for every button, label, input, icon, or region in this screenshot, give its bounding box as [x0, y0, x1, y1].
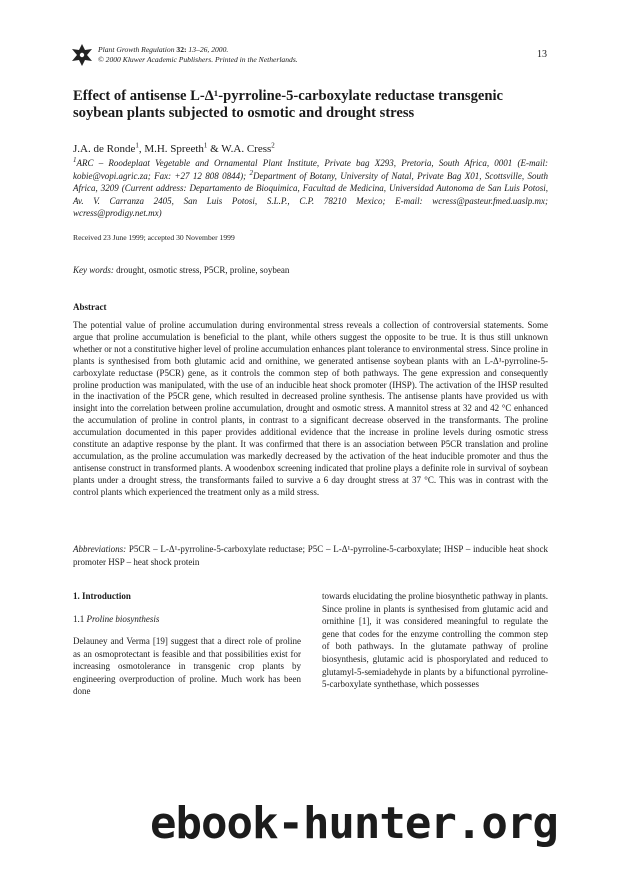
journal-pages: 13–26, 2000. — [186, 45, 229, 54]
author-2-sup: 1 — [203, 141, 208, 150]
article-title: Effect of antisense L-Δ¹-pyrroline-5-carboxylate reductase transgenic soybean plants subjected to osmotic and drought stress — [73, 88, 504, 121]
author-1-sup: 1 — [135, 141, 139, 150]
abbreviations-text: P5CR – L-Δ¹-pyrroline-5-carboxylate reductase; P5C – L-Δ¹-pyrroline-5-carboxylate; IHSP – inducible heat shock promoter HSP – heat shock protein — [73, 544, 548, 567]
copyright-line: © 2000 Kluwer Academic Publishers. Printed in the Netherlands. — [98, 55, 298, 64]
affiliations — [73, 157, 548, 220]
author-list — [73, 143, 275, 155]
affil-2-sup: 2 — [249, 168, 253, 177]
page-number: 13 — [537, 49, 547, 60]
author-1: J.A. de Ronde — [73, 143, 136, 155]
journal-citation — [98, 45, 298, 65]
keywords-label: Key words: — [73, 265, 114, 275]
subsection-title: Proline biosynthesis — [86, 614, 160, 624]
abstract-text: The potential value of proline accumulation during environmental stress reveals a collection of controversial statements. Some argue that proline accumulation is beneficial to the plant, while others suggest the opposite to be true. It is thus still unknown whether or not a constitutive higher level of proline accumulation enhances plant tolerance to environmental stress. Since proline in plants is synthesised from both glutamic acid and ornithine, we generated antisense soybean plants with an L-Δ¹-pyrroline-5-carboxylate reductase (P5CR) gene, as it controls the common step of both pathways. The gene expression and consequently proline production was manipulated, with the use of an inducible heat shock promoter (IHSP). The activation of the IHSP resulted in the inactivation of the P5CR gene, which resulted in decreased proline synthesis. The antisense plants have provided us with insight into the correlation between proline accumulation, drought and osmotic stress. A mannitol stress at 32 and 42 °C enhanced the accumulation of proline in control plants, in contrast to a significant decrease observed in the transformants. The proline accumulation documented in this paper provides additional evidence that the increase in proline levels during osmotic stress constitute an adaptive response by the plant. It was confirmed that there is an association between P5CR translation and proline accumulation, as the proline accumulation was markedly decreased by the activation of the heat inducible promoter and thus the antisense construct in transformed plants. A woodenbox screening indicated that proline plays a definite role in survival of soybean plants under a drought stress, the transformants failed to survive a 6 day drought stress at 37 °C. This was in contrast with the control plants which experienced the treatment only as a mild stress. — [73, 320, 548, 497]
affil-1-sup: 1 — [73, 156, 77, 164]
affil-1-text: ARC – Roodeplaat Vegetable and Ornamental Plant Institute, Private bag X293, Pretoria, South Africa, 0001 (E-mail: kobie@vopi.agric.za; Fax: +27 12 808 0844); — [73, 158, 548, 181]
abbreviations-label: Abbreviations: — [73, 544, 127, 554]
publisher-logo — [72, 44, 92, 66]
body-column-left: Delauney and Verma [19] suggest that a direct role of proline as an osmoprotectant is feasible and that possibilities exist for increasing osmotolerance in transgenic crop plants by engineering overproduction of proline. Much work has been done — [73, 636, 301, 697]
received-dates: Received 23 June 1999; accepted 30 November 1999 — [73, 233, 235, 242]
author-2: , M.H. Spreeth — [138, 143, 204, 155]
author-3-sup: 2 — [271, 141, 275, 150]
body-column-right: towards elucidating the proline biosynthetic pathway in plants. Since proline in plants is synthesised from glutamic acid and ornithine [1], it was considered meaningful to regulate the gene that codes for the enzyme controlling the common step of both pathways. In the glutamate pathway of proline biosynthesis, glutamic acid is phosporylated and reduced to glutamyl-5-semiadehyde in plants by a bifunctional pyrroline-5-carboxylate synthethase, which possesses — [322, 591, 548, 690]
author-3: & W.A. Cress — [207, 143, 272, 155]
keywords — [73, 265, 289, 275]
subsection-number: 1.1 — [73, 614, 85, 624]
journal-name: Plant Growth Regulation — [98, 45, 175, 54]
journal-volume: 32: — [176, 45, 187, 54]
keywords-list: drought, osmotic stress, P5CR, proline, soybean — [116, 265, 290, 275]
abstract-heading: Abstract — [73, 302, 107, 312]
subsection-heading — [73, 614, 159, 624]
affil-2-text: Department of Botany, University of Natal, Private Bag X01, Scottsville, South Africa, 3209 (Current address: Departamento de Bioquimica, Facultad de Medicina, Universidad Autonoma de San Luis Potosi, Av. V. Carranza 2405, San Luis Potosi, S.L.P., C.P. 78210 Mexico; E-mail: wcress@pasteur.fmed.uaslp.mx; wcress@prodigy.net.mx) — [73, 170, 548, 219]
watermark-text: ebook-hunter.org — [150, 798, 558, 849]
abbreviations — [73, 543, 548, 568]
section-heading: 1. Introduction — [73, 591, 131, 601]
